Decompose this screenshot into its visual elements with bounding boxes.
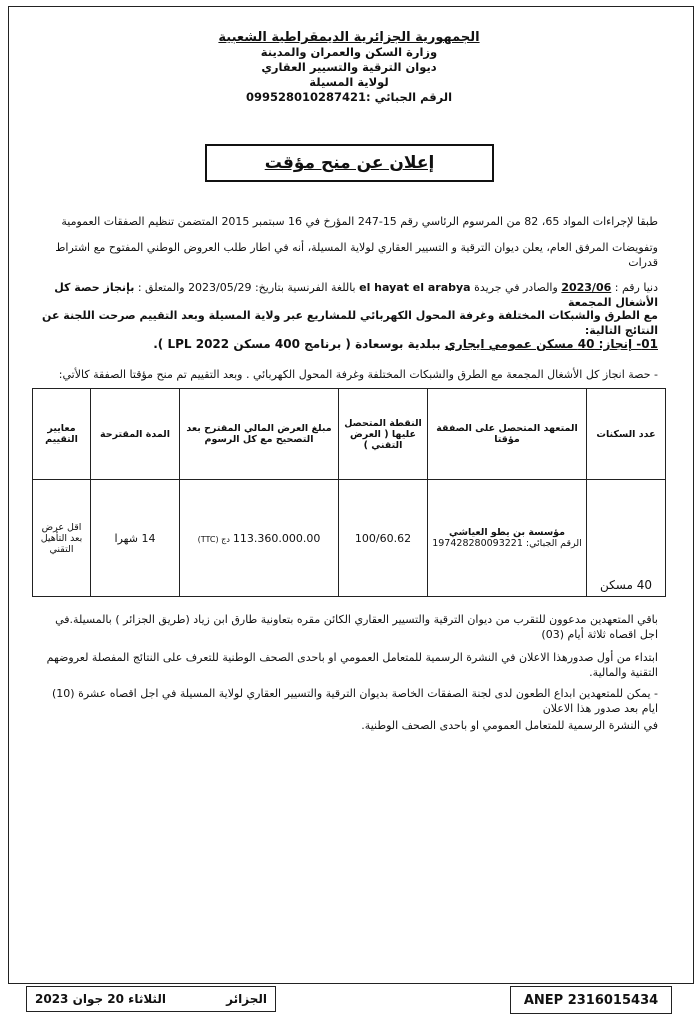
republic-name: الجمهورية الجزائرية الديمقراطية الشعبية (218, 30, 480, 45)
th-bidder: المتعهد المتحصل على الصفقة مؤقتا (428, 389, 587, 480)
bidder-name: مؤسسة بن يطو العياشي (448, 527, 565, 538)
td-units: 40 مسكن (587, 480, 666, 597)
tax-number: الرقم الجبائي :099528010287421 (245, 90, 453, 104)
paragraph-3 (40, 280, 658, 310)
paragraph-1: طبقا لإجراءات المواد 65، 82 من المرسوم الرئاسي رقم 15-247 المؤرخ في 16 سبتمبر 2015 المتضمن تنظيم الصفقات العمومية (61, 215, 658, 228)
p3-b: والصادر في جريدة (474, 281, 558, 294)
paragraph-4: مع الطرق والشبكات المختلفة وغرفة المحول الكهربائي للمشاريع عبر ولاية المسيلة وبعد التقييم صرحت اللجنة عن النتائج التالية: (42, 309, 658, 337)
bottom-paragraph-2: ابتداء من أول صدورهذا الاعلان في النشرة الرسمية للمتعامل العمومي او باحدى الصحف الوطنية للتعرف على النتائج المفصلة لعروضهم التقنية والمالية. (46, 651, 658, 679)
td-duration: 14 شهرا (91, 480, 180, 597)
footer-date: الثلاثاء 20 جوان 2023 (35, 992, 166, 1006)
amount-value: 113.360.000.00 (232, 531, 321, 545)
bottom-paragraph-3: - يمكن للمتعهدين ابداع الطعون لدى لجنة الصفقات الخاصة بديوان الترقية والتسيير العقاري لولاية المسيلة في اجل اقصاه عشرة (10) ايام بعد صدور هذا الاعلان (51, 687, 658, 715)
td-amount (180, 480, 339, 597)
th-units: عدد السكنات (587, 389, 666, 480)
p5-a: 01- إنجاز: 40 مسكن عمومي ايجاري (444, 337, 658, 351)
p5-b: ببلدية بوسعادة ( برنامج 400 مسكن LPL 2022 ). (153, 337, 441, 351)
td-criteria: اقل عرض بعد التأهيل التقني (33, 480, 91, 597)
p3-a: دنيا رقم : (614, 281, 658, 294)
bottom-paragraph-4: في النشرة الرسمية للمتعامل العمومي او باحدى الصحف الوطنية. (361, 719, 658, 732)
tender-number: 2023/06 (561, 281, 612, 294)
td-score: 100/60.62 (339, 480, 428, 597)
paragraph-6: - حصة انجاز كل الأشغال المجمعة مع الطرق والشبكات المختلفة وغرفة المحول الكهربائي . وبعد التقييم تم منح مؤقتا الصفقة كالأتي: (58, 368, 658, 381)
newspaper-name: el hayat el arabya (359, 281, 471, 294)
paragraph-2: وتفويضات المرفق العام، يعلن ديوان الترقية و التسيير العقاري لولاية المسيلة، أنه في اطار طلب العروض الوطني المفتوح مع اشتراط قدرات (55, 241, 658, 269)
results-table (32, 388, 666, 597)
td-bidder (428, 480, 587, 597)
amount-unit: دج (TTC) (197, 534, 230, 544)
office-name: ديوان الترقية والتسيير العقاري (261, 60, 437, 74)
table-row (33, 480, 666, 597)
p3-d: بإنجاز حصة كل الأشغال المجمعة (54, 281, 658, 309)
footer-newspaper: الجزائر (226, 992, 267, 1006)
th-score: النقطة المتحصل عليها ( العرض التقني ) (339, 389, 428, 480)
footer-anep: ANEP 2316015434 (510, 986, 672, 1014)
ministry-name: وزارة السكن والعمران والمدينة (260, 45, 438, 59)
notice-title: إعلان عن منح مؤقت (205, 144, 494, 182)
footer-date-box (26, 986, 276, 1012)
letterhead (0, 30, 698, 105)
bidder-tax: الرقم الجبائي: 197428280093221 (432, 538, 582, 549)
p3-c: باللغة الفرنسية بتاريخ: 2023/05/29 والمتعلق : (137, 281, 356, 294)
bottom-paragraph-1: باقي المتعهدين مدعوون للتقرب من ديوان الترقية والتسيير العقاري الكائن مقره بتعاونية طارق ابن زياد (طريق الجزائر ) بالمسيلة.في اجل اقصاه ثلاثة أيام (03) (55, 613, 658, 641)
th-criteria: معايير التقييم (33, 389, 91, 480)
th-duration: المدة المقترحة (91, 389, 180, 480)
wilaya-name: لولاية المسيلة (309, 75, 389, 89)
paragraph-5 (40, 337, 658, 352)
th-amount: مبلغ العرض المالي المقترح بعد التصحيح مع كل الرسوم (180, 389, 339, 480)
table-header-row (33, 389, 666, 480)
